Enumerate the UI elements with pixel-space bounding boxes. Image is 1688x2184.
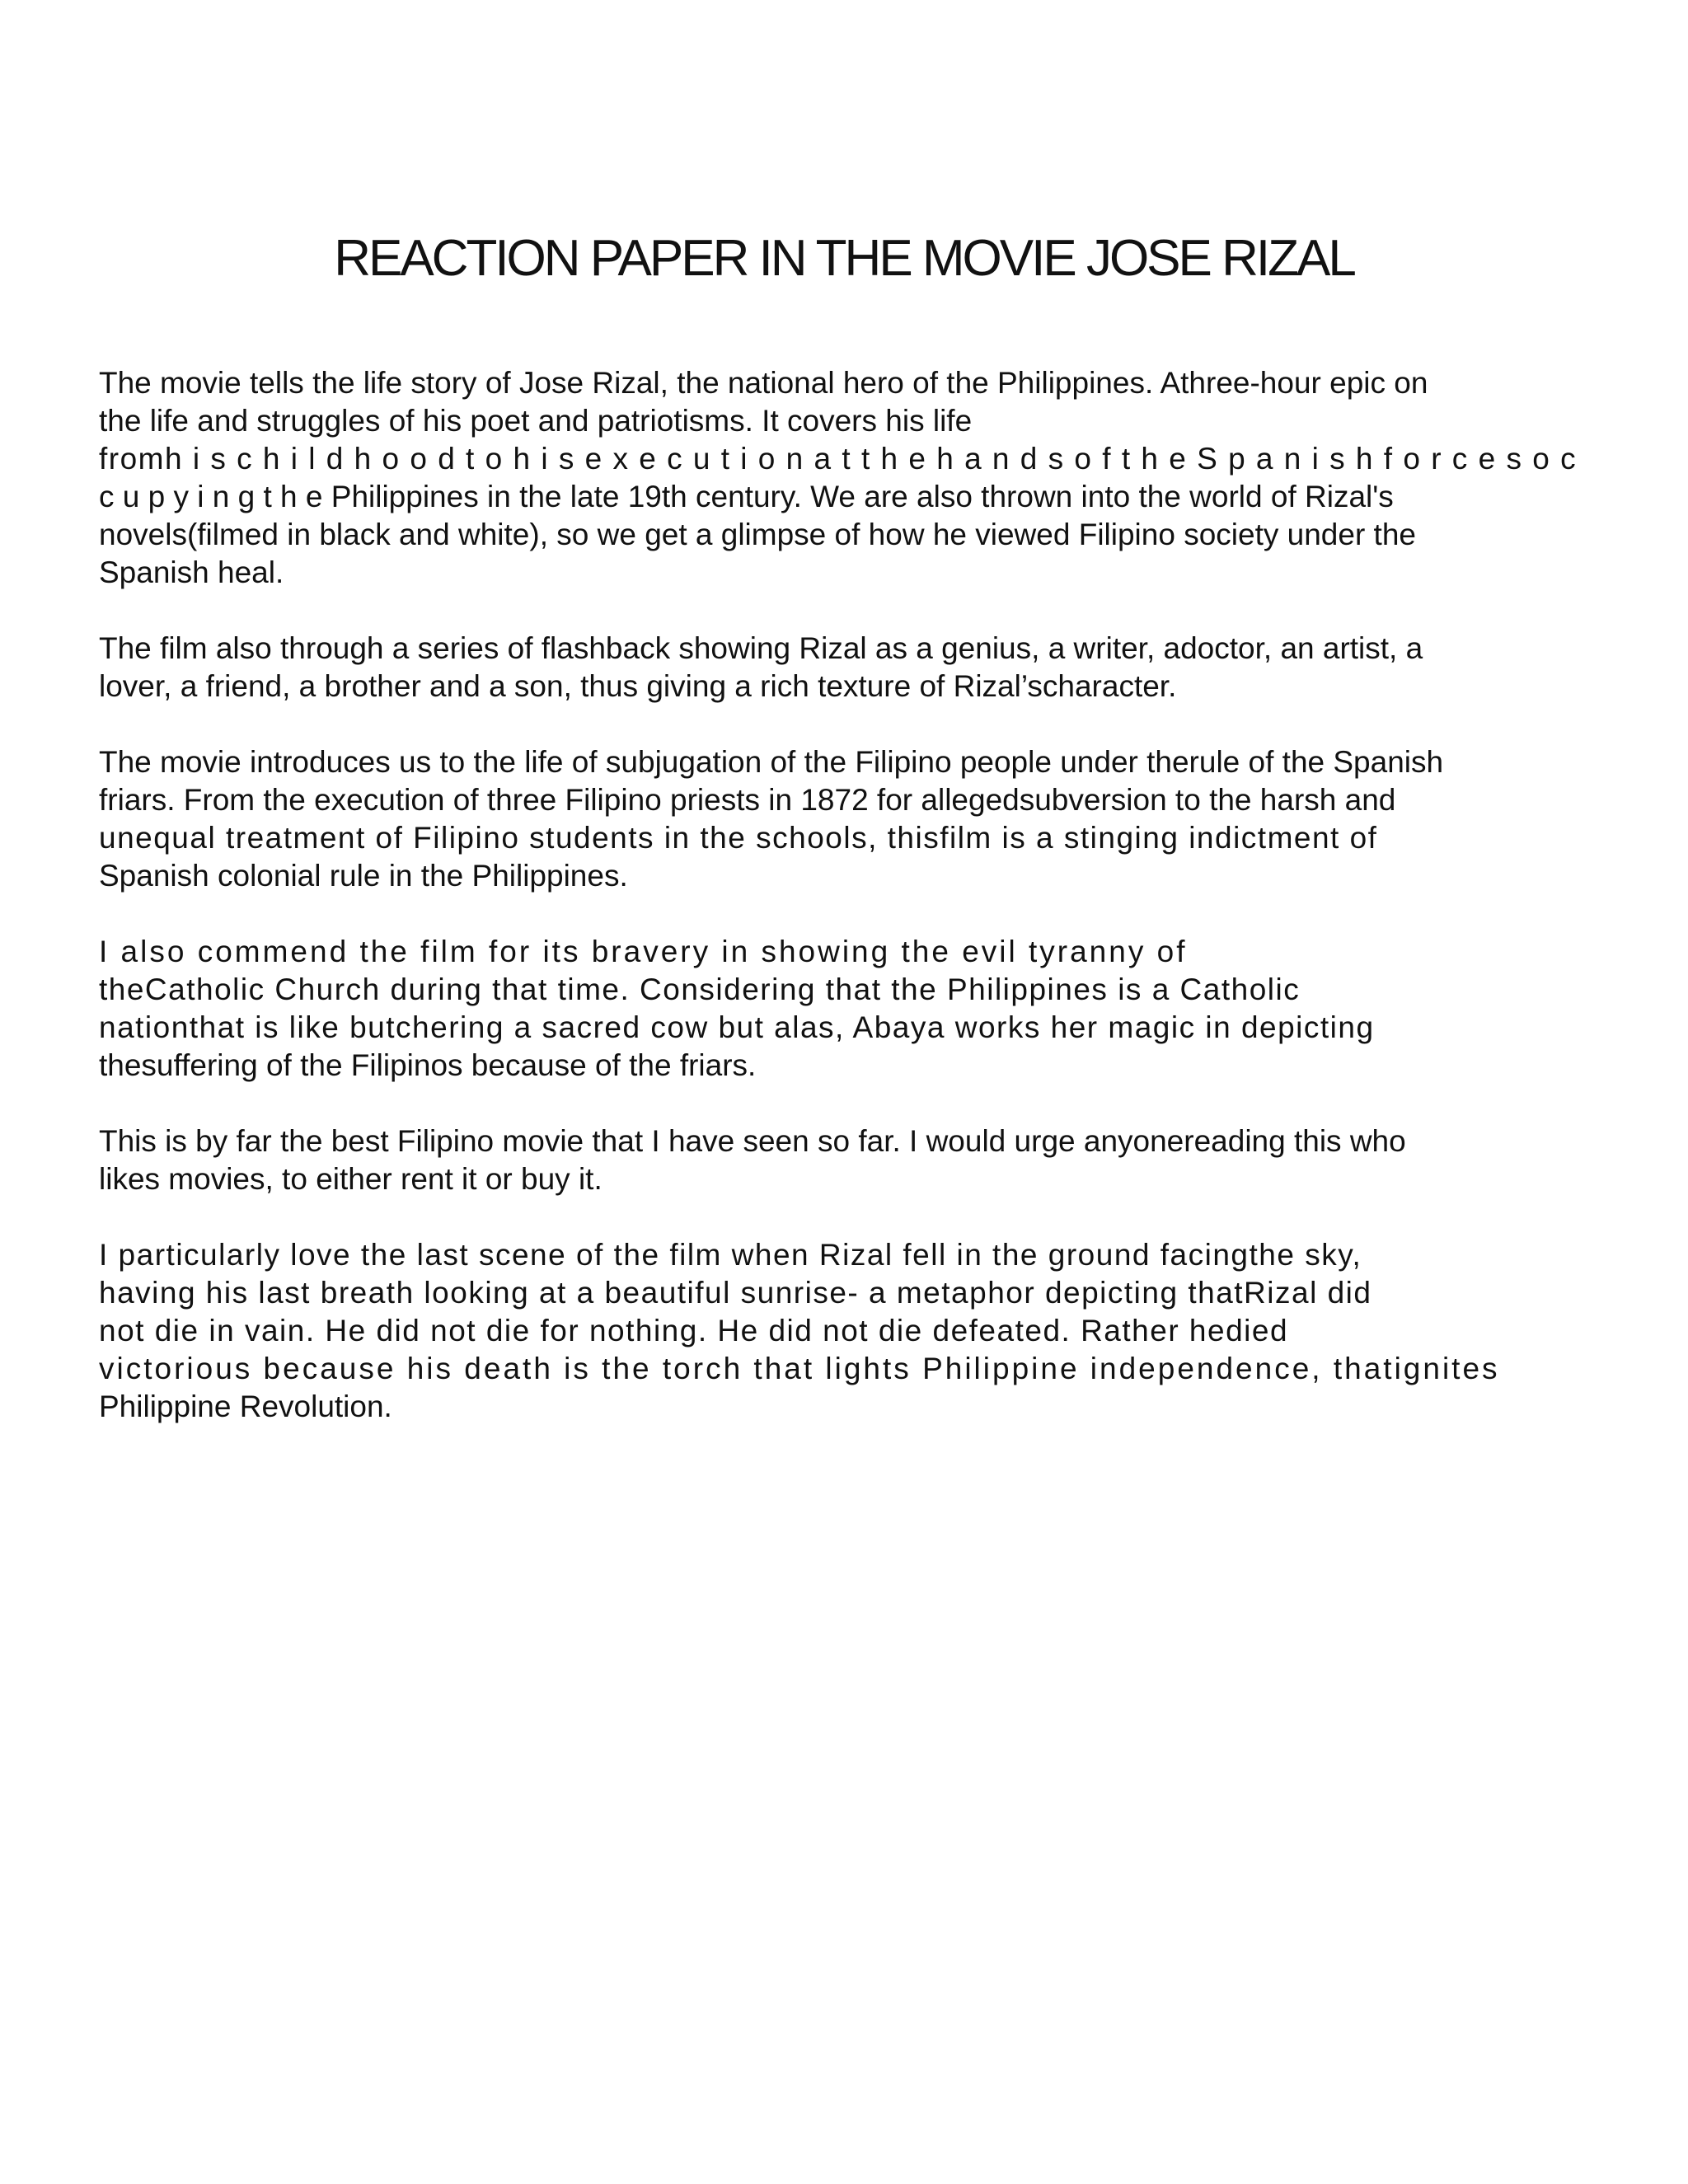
text-line: the life and struggles of his poet and patriotisms. It covers his life bbox=[99, 404, 973, 438]
paragraph-3 bbox=[99, 743, 1574, 895]
text-line: novels(filmed in black and white), so we get a glimpse of how he viewed Filipino society under the bbox=[99, 518, 1416, 551]
text-line: This is by far the best Filipino movie that I have seen so far. I would urge anyonereading this who bbox=[99, 1124, 1406, 1158]
text-line: fromh i s c h i l d h o o d t o h i s e x e c u t i o n a t t h e h a n d s o f t h e S p a n i s h f o r c e s o c bbox=[99, 442, 1578, 476]
text-line: lover, a friend, a brother and a son, thus giving a rich texture of Rizal’scharacter. bbox=[99, 669, 1177, 703]
text-line: Spanish heal. bbox=[99, 555, 284, 589]
text-line: Philippine Revolution. bbox=[99, 1390, 392, 1423]
document-body bbox=[99, 364, 1578, 1464]
text-line: having his last breath looking at a beautiful sunrise- a metaphor depicting thatRizal did bbox=[99, 1276, 1372, 1310]
text-line: friars. From the execution of three Filipino priests in 1872 for allegedsubversion to the harsh and bbox=[99, 783, 1396, 817]
paragraph-2 bbox=[99, 630, 1574, 705]
text-line: The movie tells the life story of Jose Rizal, the national hero of the Philippines. Athree-hour epic on bbox=[99, 366, 1428, 400]
text-line: theCatholic Church during that time. Considering that the Philippines is a Catholic bbox=[99, 972, 1301, 1006]
text-line: I particularly love the last scene of the film when Rizal fell in the ground facingthe sky, bbox=[99, 1238, 1362, 1272]
text-line: unequal treatment of Filipino students in the schools, thisfilm is a stinging indictment of bbox=[99, 821, 1378, 855]
text-line: The movie introduces us to the life of subjugation of the Filipino people under therule of the Spanish bbox=[99, 745, 1444, 779]
text-line: not die in vain. He did not die for nothing. He did not die defeated. Rather hedied bbox=[99, 1314, 1289, 1347]
page-title: REACTION PAPER IN THE MOVIE JOSE RIZAL bbox=[334, 230, 1354, 287]
text-line: I also commend the film for its bravery in showing the evil tyranny of bbox=[99, 935, 1188, 968]
paragraph-5 bbox=[99, 1122, 1574, 1198]
text-line: thesuffering of the Filipinos because of the friars. bbox=[99, 1048, 757, 1082]
text-line: The film also through a series of flashback showing Rizal as a genius, a writer, adoctor, an artist, a bbox=[99, 631, 1423, 665]
paragraph-6 bbox=[99, 1236, 1574, 1426]
paragraph-4 bbox=[99, 933, 1574, 1085]
text-line: c u p y i n g t h e Philippines in the late 19th century. We are also thrown into the world of Rizal's bbox=[99, 480, 1394, 513]
text-line: likes movies, to either rent it or buy it. bbox=[99, 1162, 603, 1196]
paragraph-1 bbox=[99, 364, 1578, 592]
text-line: Spanish colonial rule in the Philippines. bbox=[99, 859, 628, 893]
text-line: nationthat is like butchering a sacred cow but alas, Abaya works her magic in depicting bbox=[99, 1010, 1375, 1044]
text-line: victorious because his death is the torch that lights Philippine independence, thatignites bbox=[99, 1352, 1500, 1385]
